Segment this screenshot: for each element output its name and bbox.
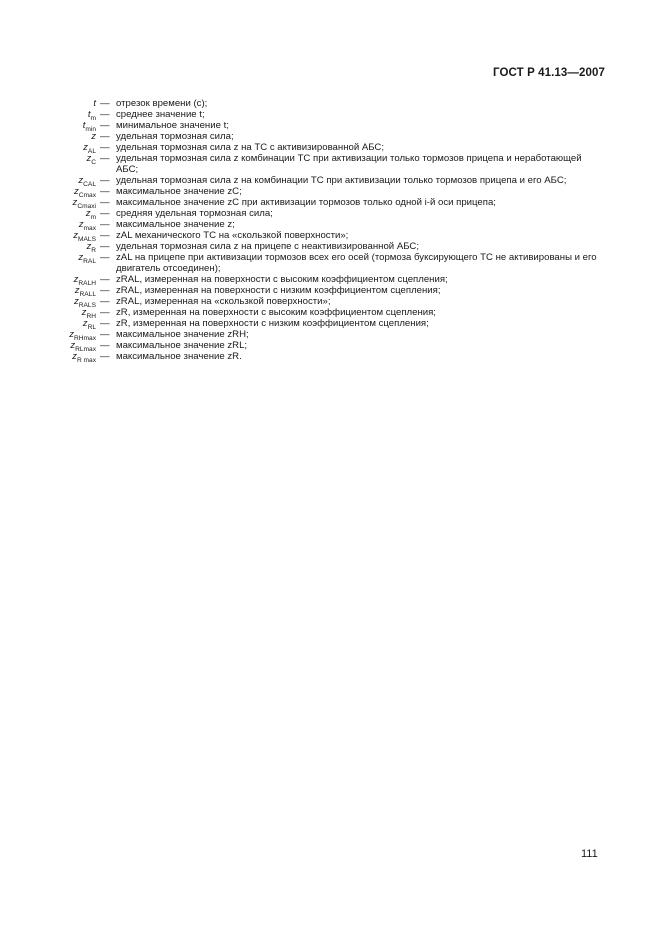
definition-dash: — [100,142,110,153]
definition-row [0,285,662,296]
definition-symbol [0,252,96,264]
definition-dash: — [100,329,110,340]
symbol-base: z [73,230,79,241]
symbol-subscript: Cmax [78,192,96,199]
definition-row [0,197,662,208]
definition-text: zRAL, измеренная на поверхности с низким коэффициентом сцепления; [116,285,441,296]
definition-dash: — [100,131,110,142]
symbol-base: z [73,186,79,197]
definition-text: удельная тормозная сила; [116,131,234,142]
definition-dash: — [100,340,110,351]
symbol-subscript: CAL [83,181,96,188]
definition-dash: — [100,285,110,296]
symbol-subscript: RLmax [75,346,96,353]
definition-row [0,351,662,362]
symbol-base: z [72,197,78,208]
symbol-subscript: m [90,115,96,122]
definition-row [0,175,662,186]
definition-dash: — [100,219,110,230]
definition-dash: — [100,274,110,285]
definition-dash: — [100,296,110,307]
definition-text: максимальное значение zR. [116,351,242,362]
definition-text: максимальное значение zC при активизации тормозов только одной i-й оси прицепа; [116,197,496,208]
symbol-base: z [73,274,79,285]
definition-text: zR, измеренная на поверхности с низким коэффициентом сцепления; [116,318,429,329]
definition-row [0,340,662,351]
definition-text: удельная тормозная сила z на ТС с активизированной АБС; [116,142,385,153]
definition-dash: — [100,208,110,219]
symbol-definitions-list [0,98,662,362]
definition-row [0,252,662,274]
definition-text: максимальное значение zC; [116,186,242,197]
definition-row [0,318,662,329]
symbol-subscript: min [85,126,96,133]
symbol-subscript: R max [76,357,96,364]
definition-row [0,219,662,230]
definition-text: удельная тормозная сила z на комбинации ТС при активизации только тормозов прицепа и его АБС; [116,175,567,186]
definition-text: zAL на прицепе при активизации тормозов всех его осей (тормоза буксирующего ТС не активированы и его двигатель отсоединен); [116,252,597,274]
symbol-subscript: max [83,225,96,232]
symbol-subscript: RALH [78,280,96,287]
definition-dash: — [100,153,110,164]
definition-dash: — [100,307,110,318]
standard-header: ГОСТ Р 41.13—2007 [493,67,605,79]
symbol-base: z [85,208,91,219]
definition-dash: — [100,109,110,120]
symbol-base: z [78,219,84,230]
definition-dash: — [100,351,110,362]
symbol-subscript: MALS [78,236,96,243]
definition-dash: — [100,175,110,186]
definition-dash: — [100,197,110,208]
symbol-subscript: Cmaxi [77,203,96,210]
definition-dash: — [100,98,110,109]
definition-row [0,307,662,318]
definition-dash: — [100,230,110,241]
symbol-subscript: RH [86,313,96,320]
symbol-base: z [81,307,87,318]
definition-row [0,208,662,219]
symbol-subscript: RHmax [74,335,96,342]
definition-text: zRAL, измеренная на поверхности с высоким коэффициентом сцепления; [116,274,448,285]
definition-text: средняя удельная тормозная сила; [116,208,273,219]
definition-row [0,274,662,285]
definition-dash: — [100,241,110,252]
definition-text: среднее значение t; [116,109,205,120]
definition-row [0,329,662,340]
symbol-base: z [73,296,79,307]
definition-symbol [0,351,96,363]
definition-row [0,131,662,142]
definition-row [0,241,662,252]
definition-row [0,296,662,307]
definition-text: zAL механического ТС на «скользкой поверхности»; [116,230,349,241]
definition-row [0,153,662,175]
symbol-base: z [91,131,96,142]
definition-text: zR, измеренная на поверхности с высоким коэффициентом сцепления; [116,307,436,318]
definition-row [0,109,662,120]
definition-dash: — [100,318,110,329]
page-number: 111 [581,848,598,860]
definition-text: максимальное значение z; [116,219,235,230]
definition-text: удельная тормозная сила z на прицепе с неактивизированной АБС; [116,241,420,252]
definition-dash: — [100,186,110,197]
symbol-base: z [82,318,88,329]
symbol-base: z [86,153,92,164]
definition-text: минимальное значение t; [116,120,229,131]
symbol-base: t [87,109,91,120]
definition-row [0,142,662,153]
definition-row [0,120,662,131]
definition-row [0,230,662,241]
definition-text: zRAL, измеренная на «скользкой поверхности»; [116,296,331,307]
definition-text: удельная тормозная сила z комбинации ТС при активизации только тормозов прицепа и неработающей АБС; [116,153,582,175]
definition-dash: — [100,120,110,131]
symbol-subscript: RALS [78,302,96,309]
symbol-base: z [70,340,76,351]
symbol-base: z [78,252,84,263]
symbol-base: t [82,120,86,131]
symbol-subscript: RALL [79,291,96,298]
definition-row [0,186,662,197]
symbol-base: z [86,241,92,252]
symbol-base: z [72,351,77,362]
symbol-base: t [93,98,96,109]
symbol-subscript: AL [87,148,96,155]
symbol-base: z [78,175,84,186]
definition-text: отрезок времени (с); [116,98,208,109]
definition-dash: — [100,252,110,263]
symbol-subscript: C [91,159,96,166]
definition-row [0,98,662,109]
symbol-base: z [83,142,88,153]
definition-symbol [0,153,96,165]
symbol-subscript: RL [87,324,96,331]
symbol-subscript: m [90,214,96,221]
symbol-base: z [69,329,75,340]
definition-text: максимальное значение zRL; [116,340,248,351]
symbol-subscript: R [91,247,96,254]
definition-text: максимальное значение zRH; [116,329,249,340]
symbol-base: z [74,285,80,296]
symbol-subscript: RAL [83,258,96,265]
